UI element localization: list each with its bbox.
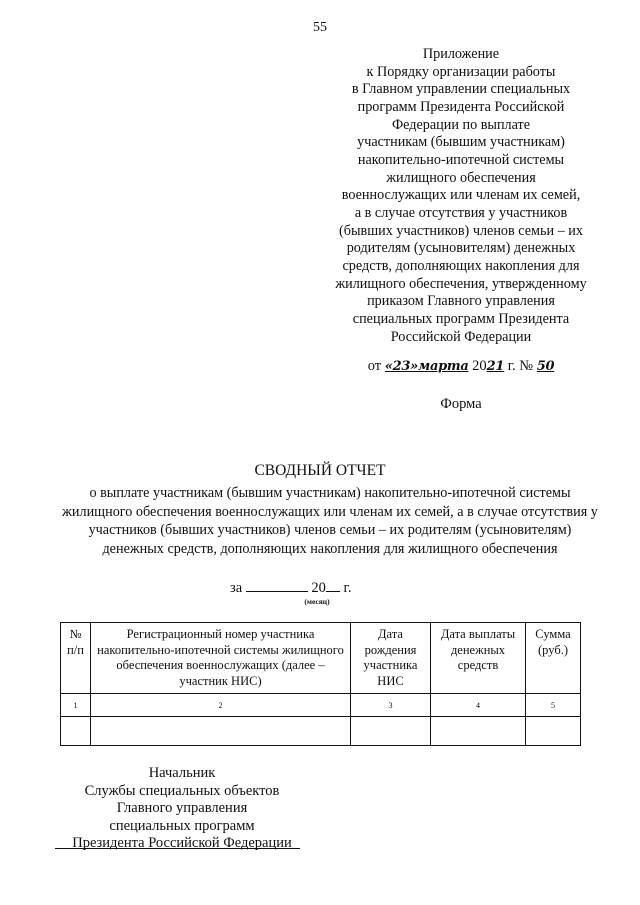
appendix-line: жилищного обеспечения: [386, 169, 536, 186]
appendix-line: к Порядку организации работы: [366, 63, 556, 80]
approval-number-label: №: [519, 358, 534, 374]
report-period: [230, 578, 351, 597]
table-cell: [526, 717, 581, 746]
column-number: 5: [526, 694, 581, 717]
appendix-line: средств, дополняющих накопления для: [342, 257, 580, 274]
signature-block: [62, 765, 302, 853]
table-cell: [91, 717, 351, 746]
appendix-line: (бывших участников) членов семьи – их: [339, 222, 583, 239]
report-table: [60, 622, 581, 746]
appendix-line: накопительно-ипотечной системы: [357, 151, 565, 168]
appendix-line: приказом Главного управления: [367, 293, 555, 310]
column-number: 3: [351, 694, 431, 717]
appendix-line: родителям (усыновителям) денежных: [346, 240, 576, 257]
appendix-line: специальных программ Президента: [352, 310, 570, 327]
approval-year-end: г.: [507, 358, 516, 374]
table-cell: [61, 717, 91, 746]
appendix-line: Приложение: [422, 46, 500, 62]
appendix-line: участникам (бывшим участникам): [357, 134, 565, 151]
column-number: 1: [61, 694, 91, 717]
table-cell: [431, 717, 526, 746]
approval-line: [300, 358, 622, 375]
column-number: 2: [91, 694, 351, 717]
table-header-row: [61, 623, 581, 694]
period-prefix: за: [230, 580, 243, 596]
appendix-line: жилищного обеспечения, утвержденному: [335, 275, 587, 292]
signature-line: Начальник: [148, 765, 216, 781]
column-number: 4: [431, 694, 526, 717]
period-year-blank: [326, 578, 340, 592]
appendix-line: в Главном управлении специальных: [351, 81, 571, 98]
table-cell: [351, 717, 431, 746]
header-cell-sum: Сумма (руб.): [526, 623, 581, 694]
appendix-line: Российской Федерации: [390, 328, 532, 345]
approval-number: 50: [536, 359, 555, 374]
period-suffix: г.: [343, 580, 352, 596]
header-cell-number: № п/п: [61, 623, 91, 694]
appendix-block: [300, 46, 622, 346]
appendix-line: военнослужащих или членам их семей,: [341, 187, 581, 204]
report-title: СВОДНЫЙ ОТЧЕТ: [254, 462, 386, 479]
appendix-line: программ Президента Российской: [357, 98, 565, 115]
header-cell-payment-date: Дата выплаты денежных средств: [431, 623, 526, 694]
period-month-blank: [246, 578, 308, 592]
header-cell-registration: Регистрационный номер участника накопительно-ипотечной системы жилищного обеспечения военнослужащих (далее – участник НИС): [91, 623, 351, 694]
signature-line: Главного управления: [116, 800, 248, 817]
signature-underline: [55, 848, 300, 849]
appendix-line: Федерации по выплате: [391, 116, 531, 133]
signature-line: Службы специальных объектов: [84, 782, 280, 799]
approval-month: марта: [417, 359, 469, 374]
table-column-number-row: [61, 694, 581, 717]
approval-day: «23»: [384, 359, 418, 374]
form-label: Форма: [440, 396, 482, 412]
approval-year-prefix: 20: [472, 358, 487, 374]
month-hint: (месяц): [304, 597, 330, 606]
period-year: 20: [311, 580, 326, 596]
signature-line: специальных программ: [109, 817, 255, 834]
page-number: 55: [313, 20, 327, 35]
approval-year-suffix: 21: [486, 359, 505, 374]
approval-from-label: от: [367, 358, 382, 374]
signature-line: Президента Российской Федерации: [72, 835, 292, 852]
appendix-line: а в случае отсутствия у участников: [354, 204, 568, 221]
table-row: [61, 717, 581, 746]
report-subtitle: о выплате участникам (бывшим участникам) накопительно-ипотечной системы жилищного обеспечения военнослужащих или членам их семей, а в случае отсутствия у участников (бывших участников) членов семьи – их родителям (усыновителям) денежных средств, дополняющих накопления для жилищного обеспечения: [62, 485, 598, 557]
header-cell-birth-date: Дата рождения участника НИС: [351, 623, 431, 694]
